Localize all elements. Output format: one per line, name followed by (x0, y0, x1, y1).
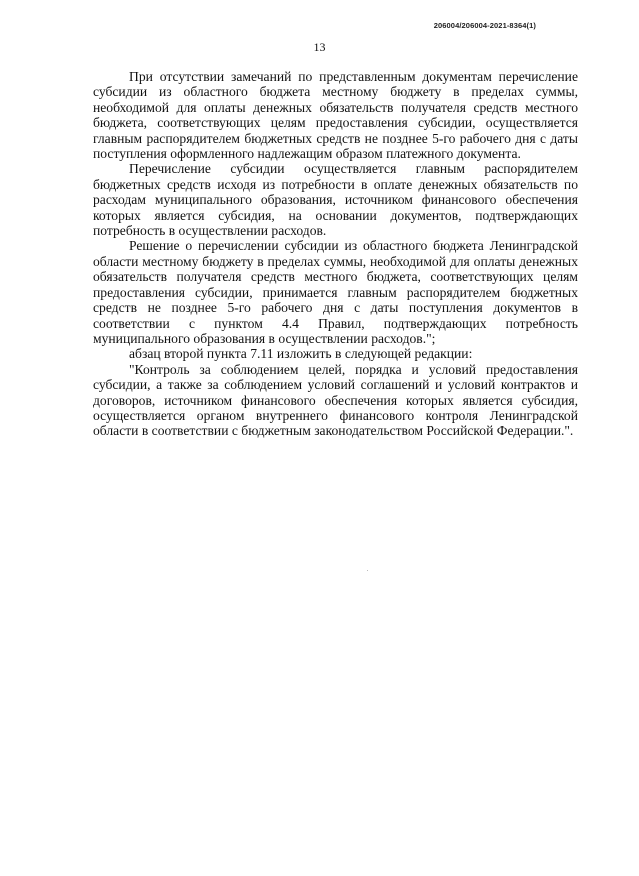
paragraph-transfer-conditions: При отсутствии замечаний по представленным документам перечисление субсидии из областного бюджета местному бюджету в пределах суммы, необходимой для оплаты денежных обязательств получателя средств местного бюджета, соответствующих целям предоставления субсидии, осуществляется главным распорядителем бюджетных средств не позднее 5-го рабочего дня с даты поступления оформленного надлежащим образом платежного документа. (93, 69, 578, 162)
paragraph-control-clause: "Контроль за соблюдением целей, порядка и условий предоставления субсидии, а также за соблюдением условий соглашений и условий контрактов и договоров, источником финансового обеспечения которых является субсидия, осуществляется органом внутреннего финансового контроля Ленинградской области в соответствии с бюджетным законодательством Российской Федерации.". (93, 361, 578, 439)
paragraph-amendment-instruction: абзац второй пункта 7.11 изложить в следующей редакции: (129, 346, 473, 362)
scan-speck (367, 570, 368, 571)
paragraph-transfer-decision: Решение о перечислении субсидии из областного бюджета Ленинградской области местному бюджету в пределах суммы, необходимой для оплаты денежных обязательств получателя средств местного бюджета, соответствующих целям предоставления субсидии, принимается главным распорядителем бюджетных средств не позднее 5-го рабочего дня с даты поступления документов в соответствии с пунктом 4.4 Правил, подтверждающих потребность муниципального образования в осуществлении расходов."; (93, 238, 578, 346)
document-body (93, 69, 578, 439)
paragraph-transfer-basis: Перечисление субсидии осуществляется главным распорядителем бюджетных средств исходя из потребности в оплате денежных обязательств по расходам муниципального образования, источником финансового обеспечения которых является субсидия, на основании документов, подтверждающих потребность в осуществлении расходов. (93, 161, 578, 239)
document-id: 206004/206004-2021-8364(1) (433, 21, 536, 30)
page-number: 13 (313, 40, 326, 54)
